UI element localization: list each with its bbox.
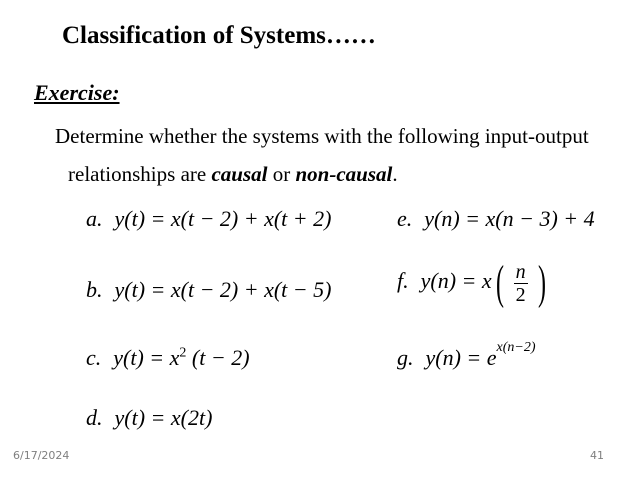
equation-e-lhs: y(n) = xyxy=(424,206,486,231)
equation-d-rhs: x(2t) xyxy=(170,405,213,430)
equation-g xyxy=(397,339,536,371)
equation-a-rhs: x(t − 2) + x(t + 2) xyxy=(170,206,332,231)
exercise-label: Exercise: xyxy=(34,80,120,105)
equation-f-fraction xyxy=(508,261,534,306)
footer-date: 6/17/2024 xyxy=(13,449,70,462)
equation-b-lhs: y(t) = xyxy=(114,277,171,302)
page-number: 41 xyxy=(590,449,604,462)
non-causal-word: non-causal xyxy=(295,162,393,186)
causal-word: causal xyxy=(211,162,268,186)
equation-a-label: a. xyxy=(86,206,103,231)
equation-a xyxy=(86,206,331,232)
equation-d-label: d. xyxy=(86,405,103,430)
instruction-prefix: relationships are xyxy=(68,162,212,186)
equation-d-lhs: y(t) = xyxy=(114,405,171,430)
equation-c-exponent: 2 xyxy=(179,345,187,361)
equation-c xyxy=(86,345,250,371)
equation-f xyxy=(397,256,550,309)
equation-g-exponent: x(n−2) xyxy=(496,339,536,355)
instruction-line-2 xyxy=(68,162,398,187)
equation-g-label: g. xyxy=(397,345,414,370)
equation-c-lhs: y(t) = x xyxy=(113,345,180,370)
equation-f-denominator: 2 xyxy=(515,283,526,306)
equation-e-rhs: x(n − 3) + 4 xyxy=(485,206,595,231)
equation-a-lhs: y(t) = xyxy=(114,206,171,231)
equation-f-numerator: n xyxy=(515,260,526,283)
instruction-period: . xyxy=(392,162,398,186)
or-word: or xyxy=(267,162,296,186)
equation-g-lhs: y(n) = e xyxy=(425,345,497,370)
equation-f-fraction-group xyxy=(492,256,550,309)
equation-c-label: c. xyxy=(86,345,102,370)
equation-b-rhs: x(t − 2) + x(t − 5) xyxy=(170,277,332,302)
right-paren-icon: ) xyxy=(537,256,546,309)
equation-e-label: e. xyxy=(397,206,413,231)
equation-c-rhs: (t − 2) xyxy=(186,345,250,370)
instruction-line-1: Determine whether the systems with the following input-output xyxy=(55,124,589,148)
equation-f-lhs: y(n) = x xyxy=(420,268,492,294)
equation-b xyxy=(86,277,331,303)
slide-title: Classification of Systems…… xyxy=(62,22,376,49)
left-paren-icon: ( xyxy=(495,256,504,309)
equation-f-label: f. xyxy=(397,268,409,294)
equation-b-label: b. xyxy=(86,277,103,302)
equation-d xyxy=(86,405,212,431)
equation-e xyxy=(397,206,595,232)
